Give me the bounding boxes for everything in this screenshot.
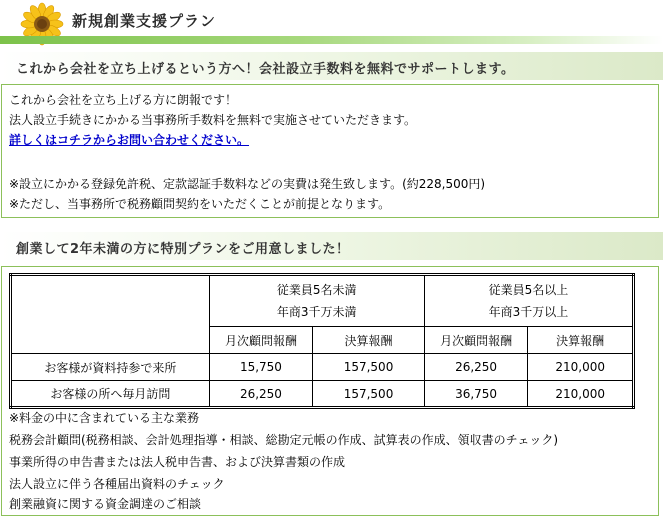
info-note: ※設立にかかる登録免許税、定款認証手数料などの実費は発生致します。(約228,500円) [9,177,486,191]
table-corner-cell [11,275,210,354]
fee-cell: 26,250 [209,381,313,408]
section-heading-text: 創業して2年未満の方に特別プランをご用意しました！ [16,242,350,257]
info-box [1,84,659,218]
fee-cell: 210,000 [528,381,634,408]
page-title: 新規創業支援プラン [72,12,217,30]
title-underline [0,36,663,44]
column-header-monthly: 月次顧問報酬 [209,327,313,354]
column-header-settlement: 決算報酬 [528,327,634,354]
section-heading-special-plan [0,232,663,260]
fee-cell: 210,000 [528,354,634,381]
service-item: 法人設立に伴う各種届出資料のチェック [9,477,225,491]
plan-box [1,266,659,516]
fee-cell: 36,750 [424,381,528,408]
group-header-small [209,275,424,327]
service-item: 税務会計顧問(税務相談、会計処理指導・相談、総勘定元帳の作成、試算表の作成、領収書のチェック) [9,433,559,447]
fee-cell: 157,500 [313,354,425,381]
service-item: 事業所得の申告書または法人税申告書、および決算書類の作成 [9,455,346,469]
column-header-settlement: 決算報酬 [313,327,425,354]
contact-link[interactable]: 詳しくはコチラからお問い合わせください。 [9,133,250,147]
section-heading-text: これから会社を立ち上げるという方へ！会社設立手数料を無料でサポートします。 [16,62,515,77]
title-bar [0,0,663,50]
table-row [11,354,634,381]
fee-cell: 26,250 [424,354,528,381]
group-header-line: 従業員5名以上 [488,283,569,297]
row-label: お客様が資料持参で来所 [11,354,210,381]
info-note: ※ただし、当事務所で税務顧問契約をいただくことが前提となります。 [9,197,391,211]
group-header-large [424,275,633,327]
group-header-line: 従業員5名未満 [276,283,357,297]
fee-cell: 157,500 [313,381,425,408]
column-header-monthly: 月次顧問報酬 [424,327,528,354]
section-heading-free-support [0,52,663,80]
group-header-line: 年商3千万以上 [488,305,569,319]
info-line: これから会社を立ち上げる方に朗報です！ [9,93,238,107]
fee-cell: 15,750 [209,354,313,381]
services-heading: ※料金の中に含まれている主な業務 [9,411,200,425]
info-line: 法人設立手続きにかかる当事務所手数料を無料で実施させていただきます。 [9,113,417,127]
table-row [11,381,634,408]
row-label: お客様の所へ毎月訪問 [11,381,210,408]
service-item: 創業融資に関する資金調達のご相談 [9,497,202,511]
table-header-row [11,275,634,327]
fee-table [9,273,635,409]
group-header-line: 年商3千万未満 [276,305,357,319]
